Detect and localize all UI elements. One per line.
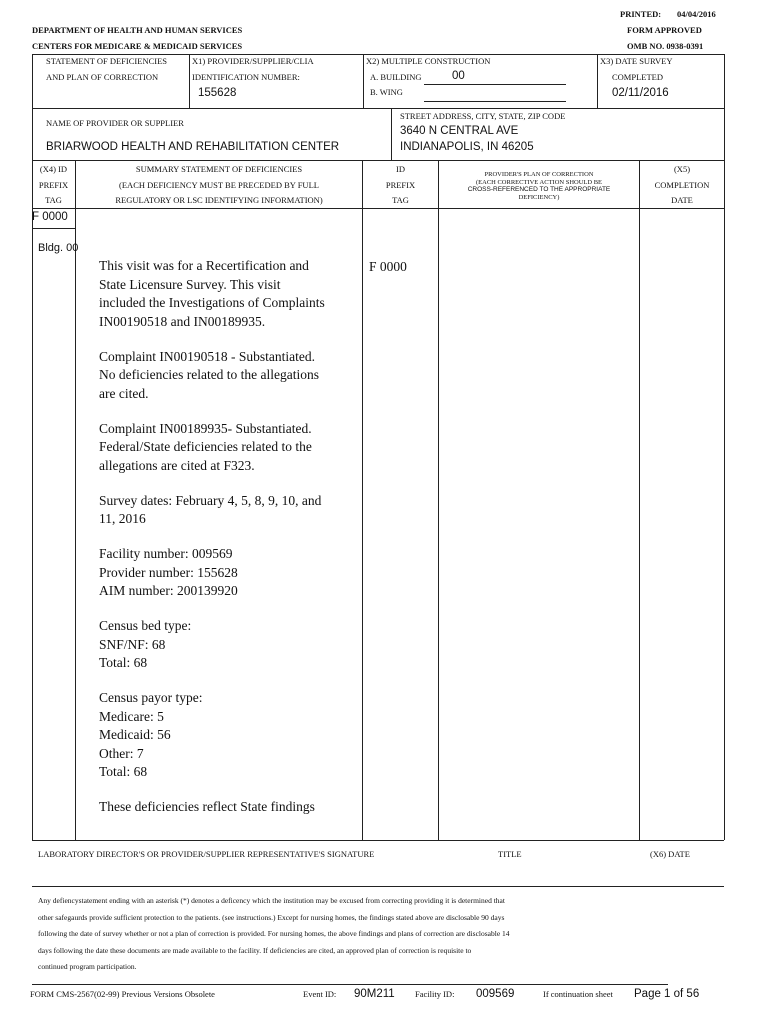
rule <box>391 108 392 160</box>
x5-header-3: DATE <box>671 195 693 205</box>
building-value: 00 <box>452 70 465 82</box>
rule <box>363 54 364 108</box>
summary-line: are cited. <box>99 385 149 401</box>
summary-line: allegations are cited at F323. <box>99 457 255 473</box>
summary-line: Total: 68 <box>99 655 148 670</box>
rule <box>362 160 363 840</box>
summary-line: State Licensure Survey. This visit <box>99 276 281 292</box>
summary-line: These deficiencies reflect State findings <box>99 799 315 814</box>
x1-label-1: X1) PROVIDER/SUPPLIER/CLIA <box>192 56 314 66</box>
plan-header-4: DEFICIENCY) <box>518 194 560 201</box>
summary-line: Federal/State deficiencies related to the <box>99 439 312 454</box>
rule <box>32 840 724 841</box>
summary-line: Medicare: 5 <box>99 708 164 724</box>
summary-line: Census bed type: <box>99 618 192 633</box>
summary-header-2: (EACH DEFICIENCY MUST BE PRECEDED BY FULL <box>119 180 319 190</box>
disclaimer-line: continued program participation. <box>38 962 137 971</box>
summary-line: Complaint IN00190518 - Substantiated. <box>99 348 315 364</box>
rule <box>32 984 668 985</box>
summary-line: SNF/NF: 68 <box>99 636 166 652</box>
summary-text <box>99 257 325 817</box>
facility-id-value: 009569 <box>476 988 515 1000</box>
x6-date-label: (X6) DATE <box>650 849 690 859</box>
spacer <box>99 403 325 420</box>
spacer <box>99 475 325 492</box>
plan-header-1: PROVIDER'S PLAN OF CORRECTION <box>484 171 594 178</box>
x4-header-2: PREFIX <box>38 180 69 190</box>
address-label: STREET ADDRESS, CITY, STATE, ZIP CODE <box>400 111 566 121</box>
centers-title: CENTERS FOR MEDICARE & MEDICAID SERVICES <box>32 41 243 51</box>
x3-label-1: X3) DATE SURVEY <box>600 56 673 66</box>
printed-label: PRINTED: <box>620 9 662 19</box>
rule <box>597 54 598 108</box>
summary-line: Census payor type: <box>99 690 203 705</box>
plan-header-3: CROSS-REFERENCED TO THE APPROPRIATE <box>467 186 611 193</box>
continuation-label: If continuation sheet <box>543 989 613 999</box>
rule <box>75 160 76 840</box>
x5-header-2: COMPLETION <box>654 180 710 190</box>
x4-header-3: TAG <box>45 195 62 205</box>
facility-id-label: Facility ID: <box>415 989 455 999</box>
summary-header-1: SUMMARY STATEMENT OF DEFICIENCIES <box>135 164 303 174</box>
event-id-value: 90M211 <box>354 988 395 1000</box>
address-line-1: 3640 N CENTRAL AVE <box>400 125 519 137</box>
summary-line: Facility number: 009569 <box>99 546 233 561</box>
summary-line: Total: 68 <box>99 764 148 779</box>
x5-header-1: (X5) <box>673 164 691 174</box>
summary-line: Complaint IN00189935- Substantiated. <box>99 420 312 436</box>
summary-line: No deficiencies related to the allegations <box>99 367 320 382</box>
survey-completed-date: 02/11/2016 <box>612 87 669 99</box>
rule <box>639 160 640 840</box>
summary-line: This visit was for a Recertification and <box>99 258 309 273</box>
rule <box>438 160 439 840</box>
signature-label: LABORATORY DIRECTOR'S OR PROVIDER/SUPPLIER REPRESENTATIVE'S SIGNATURE <box>38 849 375 859</box>
rule <box>32 160 724 161</box>
x1-label-2: IDENTIFICATION NUMBER: <box>192 72 300 82</box>
rule <box>32 54 724 55</box>
spacer <box>99 673 325 690</box>
summary-line: Medicaid: 56 <box>99 727 171 742</box>
spacer <box>99 331 325 348</box>
spacer <box>99 529 325 546</box>
rule <box>32 108 724 109</box>
disclaimer-line: Any defiencystatement ending with an asterisk (*) denotes a deficency which the institution may be excused from correcting providing it is determined that <box>38 896 505 905</box>
building-tag: Bldg. 00 <box>38 242 79 254</box>
provider-name: BRIARWOOD HEALTH AND REHABILITATION CENTER <box>46 141 340 153</box>
printed-date: 04/04/2016 <box>677 9 716 19</box>
event-id-label: Event ID: <box>303 989 337 999</box>
page-number: Page 1 of 56 <box>634 988 700 1000</box>
summary-line: 11, 2016 <box>99 511 146 526</box>
provider-name-label: NAME OF PROVIDER OR SUPPLIER <box>46 118 184 128</box>
summary-line: included the Investigations of Complaints <box>99 295 325 310</box>
summary-line: Other: 7 <box>99 745 144 761</box>
rule <box>32 886 724 887</box>
x2-label: X2) MULTIPLE CONSTRUCTION <box>366 56 491 66</box>
provider-id-number: 155628 <box>198 87 237 99</box>
deficiency-tag: F 0000 <box>32 211 68 223</box>
wing-underline <box>424 101 566 102</box>
disclaimer-line: following the date of survey whether or not a plan of correction is provided. For nursing homes, the above findings and plans of correction are disclosable 14 <box>38 929 510 938</box>
plan-tag: F 0000 <box>369 259 407 274</box>
address-line-2: INDIANAPOLIS, IN 46205 <box>400 141 534 153</box>
summary-line: AIM number: 200139920 <box>99 583 238 598</box>
spacer <box>99 601 325 618</box>
form-approved: FORM APPROVED <box>627 25 702 35</box>
wing-label: B. WING <box>370 87 403 97</box>
summary-line: Survey dates: February 4, 5, 8, 9, 10, and <box>99 492 322 508</box>
plan-header-2: (EACH CORRECTIVE ACTION SHOULD BE <box>475 179 603 186</box>
summary-line: IN00190518 and IN00189935. <box>99 313 266 329</box>
statement-label-2: AND PLAN OF CORRECTION <box>46 72 159 82</box>
summary-header-3: REGULATORY OR LSC IDENTIFYING INFORMATION) <box>115 195 323 205</box>
rule <box>32 228 76 229</box>
building-label: A. BUILDING <box>370 72 422 82</box>
department-title: DEPARTMENT OF HEALTH AND HUMAN SERVICES <box>32 25 243 35</box>
summary-line: Provider number: 155628 <box>99 564 238 580</box>
title-label: TITLE <box>498 849 522 859</box>
x4-header-1: (X4) ID <box>39 164 68 174</box>
disclaimer-line: days following the date these documents are made available to the facility. If deficiencies are cited, an approved plan of correction is requisite to <box>38 945 472 955</box>
rule <box>32 208 724 209</box>
rule <box>189 54 190 108</box>
statement-label-1: STATEMENT OF DEFICIENCIES <box>46 56 168 66</box>
rule <box>724 54 725 840</box>
id-header-3: TAG <box>392 195 409 205</box>
disclaimer-line: other safegaurds provide sufficient protection to the patients. (see instructions.) Except for nursing homes, the findings stated above are disclosable 90 days <box>38 912 505 922</box>
id-header-1: ID <box>396 164 405 174</box>
building-underline <box>424 84 566 85</box>
form-number: FORM CMS-2567(02-99) Previous Versions Obsolete <box>30 989 215 999</box>
id-header-2: PREFIX <box>385 180 416 190</box>
x3-label-2: COMPLETED <box>612 72 663 82</box>
spacer <box>99 782 325 799</box>
disclaimer <box>38 893 510 976</box>
omb-number: OMB NO. 0938-0391 <box>627 41 704 51</box>
